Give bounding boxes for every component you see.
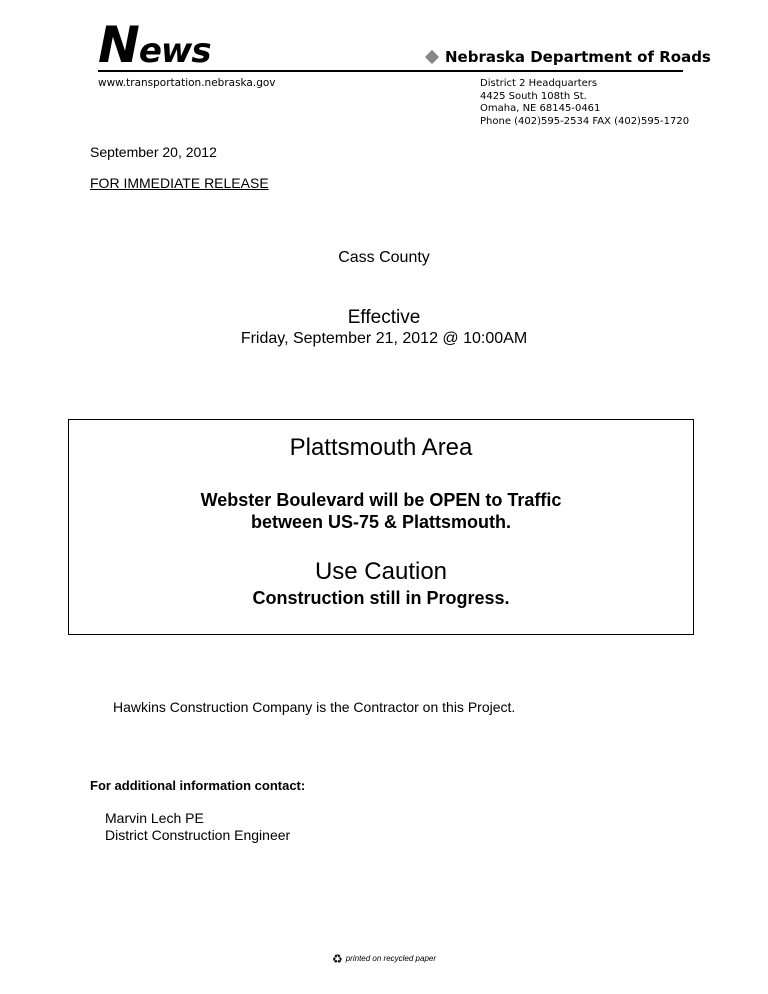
county: Cass County <box>338 249 430 266</box>
announcement-line: between US-75 & Plattsmouth. <box>250 512 512 532</box>
release-date: September 20, 2012 <box>90 144 217 160</box>
contact-heading: For additional information contact: <box>90 778 306 793</box>
progress-note: Construction still in Progress. <box>252 588 510 608</box>
caution-heading: Use Caution <box>314 558 448 585</box>
website-url: www.transportation.nebraska.gov <box>98 77 276 89</box>
contractor-text: Hawkins Construction Company is the Contractor on this Project. <box>113 699 516 715</box>
address-line: District 2 Headquarters <box>480 78 598 89</box>
address-line: Phone (402)595-2534 FAX (402)595-1720 <box>480 115 690 127</box>
box-title: Plattsmouth Area <box>289 434 473 461</box>
release-label: FOR IMMEDIATE RELEASE <box>90 175 269 191</box>
contact-name: Marvin Lech PE <box>105 810 204 826</box>
address-line: Omaha, NE 68145-0461 <box>480 103 601 114</box>
contact-title: District Construction Engineer <box>105 827 291 843</box>
box-announcement <box>69 489 693 533</box>
recycle-icon: ♻ <box>331 952 343 966</box>
announcement-line: Webster Boulevard will be OPEN to Traffic <box>200 490 562 510</box>
department-label: Nebraska Department of Roads <box>445 48 711 66</box>
address-block <box>480 78 689 128</box>
news-logo <box>98 16 211 74</box>
diamond-icon <box>425 50 439 64</box>
effective-date: Friday, September 21, 2012 @ 10:00AM <box>240 330 528 347</box>
effective-label: Effective <box>347 307 421 328</box>
footer-text: printed on recycled paper <box>345 954 437 964</box>
logo-text: ews <box>138 31 211 71</box>
department-name <box>427 48 711 66</box>
address-line: 4425 South 108th St. <box>480 90 587 102</box>
footer <box>0 952 768 966</box>
header-rule <box>98 70 683 72</box>
contact-block <box>105 810 290 844</box>
notice-box <box>68 419 694 635</box>
logo-letter-n: N <box>98 16 139 74</box>
